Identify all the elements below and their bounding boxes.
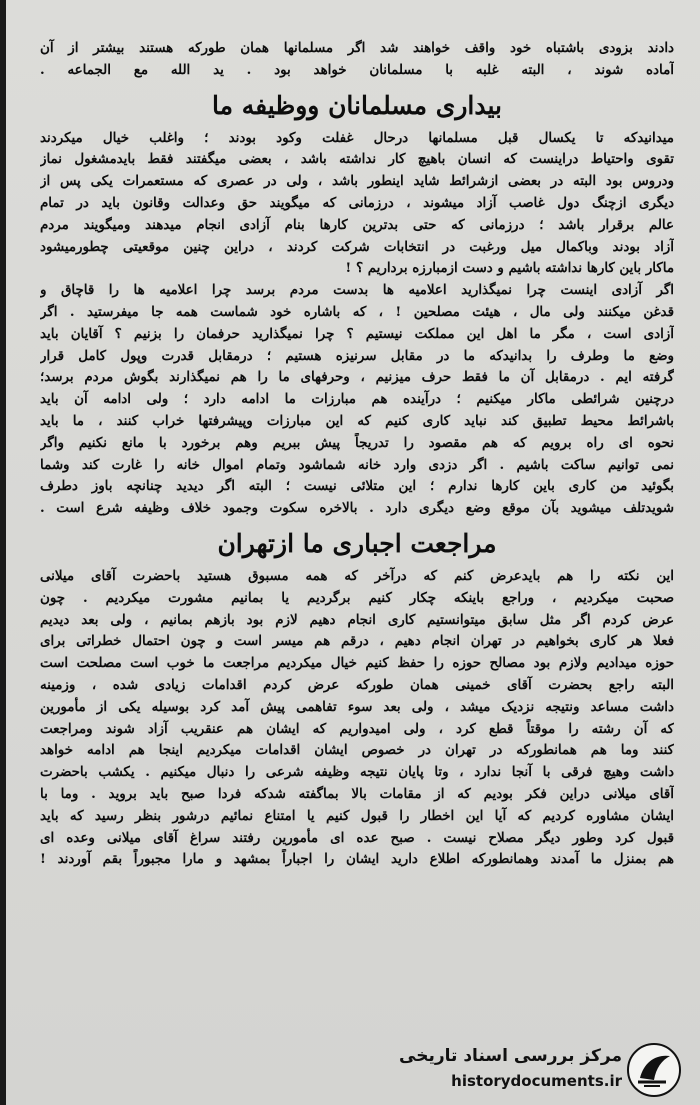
watermark bbox=[399, 1040, 684, 1100]
body-line: که آن رشته را موقتاً قطع کرد ، ولی امیدواریم که ایشان هم عنقریب آزاد شوند ومراجعت bbox=[40, 720, 674, 737]
body-line: هم بمنزل ما آمدند وهمانطورکه اطلاع دارید ایشان را اجباراً بمشهد و مارا مجبوراً بقم آوردند ! bbox=[40, 851, 674, 868]
archive-logo-icon bbox=[626, 1042, 682, 1098]
body-line: آقای میلانی دراین فکر بودیم که از مقامات بالا بماگفته شدکه فردا صبح باید بروید . وما با bbox=[40, 785, 674, 802]
body-line: وضع ما وطرف را بدانیدکه ما در مقابل سرنیزه هستیم ؛ درمقابل قدرت وپول کامل قرار bbox=[40, 347, 674, 364]
body-line: ایشان مشاوره کردیم که آیا این اخطار را قبول کنیم یا امتناع نمائیم درشور بنظر رسید که باید bbox=[40, 807, 674, 824]
body-line: آزاد بودند وباکمال میل ورغبت در انتخابات شرکت کردند ، دراین چنین موقعیتی چطورمیشود bbox=[40, 238, 674, 255]
body-line: البته راجع بحضرت آقای خمینی همان طورکه عرض کردم اقدامات زیادی شده ، وزمینه bbox=[40, 676, 674, 693]
headline-awakening: بیداری مسلمانان ووظیفه ما bbox=[212, 90, 502, 120]
body-line: باشرائط محیط تطبیق کند نباید کاری کنیم که این مبارزات وپیشرفتها خراب کنند ، ما باید bbox=[40, 412, 674, 429]
article-column bbox=[40, 38, 674, 871]
body-line: میدانیدکه تا یکسال قبل مسلمانها درحال غفلت وکود بودند ؛ واغلب خیال میکردند bbox=[40, 129, 674, 146]
body-line: نمی توانیم ساکت باشیم . اگر دزدی وارد خانه شماشود وتمام اموال خانه را غارت کند وشما bbox=[40, 456, 674, 473]
body-line: فعلا هر کاری بخواهیم در تهران انجام دهیم ، درقم هم میسر است و چون احتمال خطراتی برای bbox=[40, 633, 674, 650]
body-line: دیگری ازچنگ دول غاصب آزاد میشوند ، درزمانی که میگویند حق وعدالت وقانون باید در تمام bbox=[40, 194, 674, 211]
body-line: این نکته را هم بایدعرض کنم که درآخر که همه مسبوق هستید باحضرت آقای میلانی bbox=[40, 567, 674, 584]
body-line: کنند وما هم همانطورکه در تهران در خصوص ایشان اقدامات میکردیم اینجا هم ادامه خواهد bbox=[40, 742, 674, 759]
body-line: بگوئید من کاری باین کارها ندارم ؛ این متلائی نیست ؛ البته اگر دیدید چنانچه باوز دطرف bbox=[40, 478, 674, 495]
watermark-url: historydocuments.ir bbox=[451, 1072, 622, 1090]
body-line: نحوه ای راه برویم که هم مقصود را تدریجاً پیش ببریم وهم برخورد با مانع نکنیم واگر bbox=[40, 434, 674, 451]
body-line: تقوی واحتیاط دراینست که انسان باهیچ کار نداشته باشد ، بعضی میگفتند فقط بایدمشغول نماز bbox=[40, 151, 674, 168]
body-line: شویدتلف میشوید بآن موقع وضع دیگری دارد . بالاخره سکوت وجمود خلاف وظیفه شرع است . bbox=[40, 500, 674, 517]
body-line: ودروس بود البته در بعضی ازشرائط شاید اینطور باشد ، ولی در عصری که مستعمرات یکی پس از bbox=[40, 173, 674, 190]
body-line: صحبت میکردیم ، وراجع باینکه چکار کنیم برگردیم یا بمانیم مشورت میکردیم . چون bbox=[40, 589, 674, 606]
body-line: اگر آزادی اینست چرا نمیگذارید اعلامیه ها بدست مردم برسد چرا اعلامیه ها را قاچاق و bbox=[40, 282, 674, 299]
scan-border bbox=[0, 0, 6, 1105]
intro-line: دادند بزودی باشتباه خود واقف خواهند شد اگر مسلمانها همان طورکه هستند بیشتر از آن bbox=[40, 40, 674, 56]
body-line: داشت مساعد ونتیجه نزدیک میشد ، ولی بعد سوء تفاهمی پیش آمد کرد بوسیله یکی از مأمورین bbox=[40, 698, 674, 715]
body-line: ماکار باین کارها نداشته باشیم و دست ازمبارزه برداریم ؟ ! bbox=[345, 260, 674, 277]
body-line: گرفته ایم . درمقابل آن ما فقط حرف میزنیم ، وحرفهای ما را هم نمیگذارند بگوش مردم برسد؛ bbox=[40, 369, 674, 386]
body-line: عرض کردم اگر مثل سابق میتوانستیم کاری انجام دهیم لازم بود بازهم بمانیم ، ولی بعد دیدیم bbox=[40, 611, 674, 628]
body-line: آزادی است ، مگر ما اهل این مملکت نیستیم ؟ چرا نمیگذارید حرفمان را بزنیم ؟ آقایان باید bbox=[40, 325, 674, 342]
watermark-persian-text: مرکز بررسی اسناد تاریخی bbox=[399, 1046, 622, 1066]
body-line: درچنین شرائطی ماکار میکنیم ؛ درآینده هم مبارزات ما ادامه دارد ؛ ولی ادامه آن باید bbox=[40, 391, 674, 408]
body-line: قدغن میکنند ولی مال ، هیئت مصلحین ! ، که باشاره خود شماست همه جا میفرستید . اگر bbox=[40, 303, 674, 320]
body-line: حوزه میدادیم ولازم بود مصالح حوزه را حفظ کنیم خیال میکردیم مراجعت ما خوب است مصلحت است bbox=[40, 655, 674, 672]
body-line: عالم برقرار باشد ؛ درزمانی که حتی بدترین کارها بنام آزادی انجام میدهند ومیگویند مردم bbox=[40, 216, 674, 233]
headline-return-from-tehran: مراجعت اجباری ما ازتهران bbox=[217, 528, 497, 558]
intro-line: آماده شوند ، البته غلبه با مسلمانان خواهد بود . ید الله مع الجماعه . bbox=[40, 61, 674, 78]
body-line: داشت وهیچ فرقی با آنجا ندارد ، وتا پایان نتیجه وظیفه شرعی را دنبال میکنیم . یکشب باحضرت bbox=[40, 764, 674, 781]
body-line: قبول کرد وطور دیگر مصلاح نیست . صبح عده ای مأمورین رفتند سراغ آقای میلانی وعده ای bbox=[40, 829, 674, 846]
